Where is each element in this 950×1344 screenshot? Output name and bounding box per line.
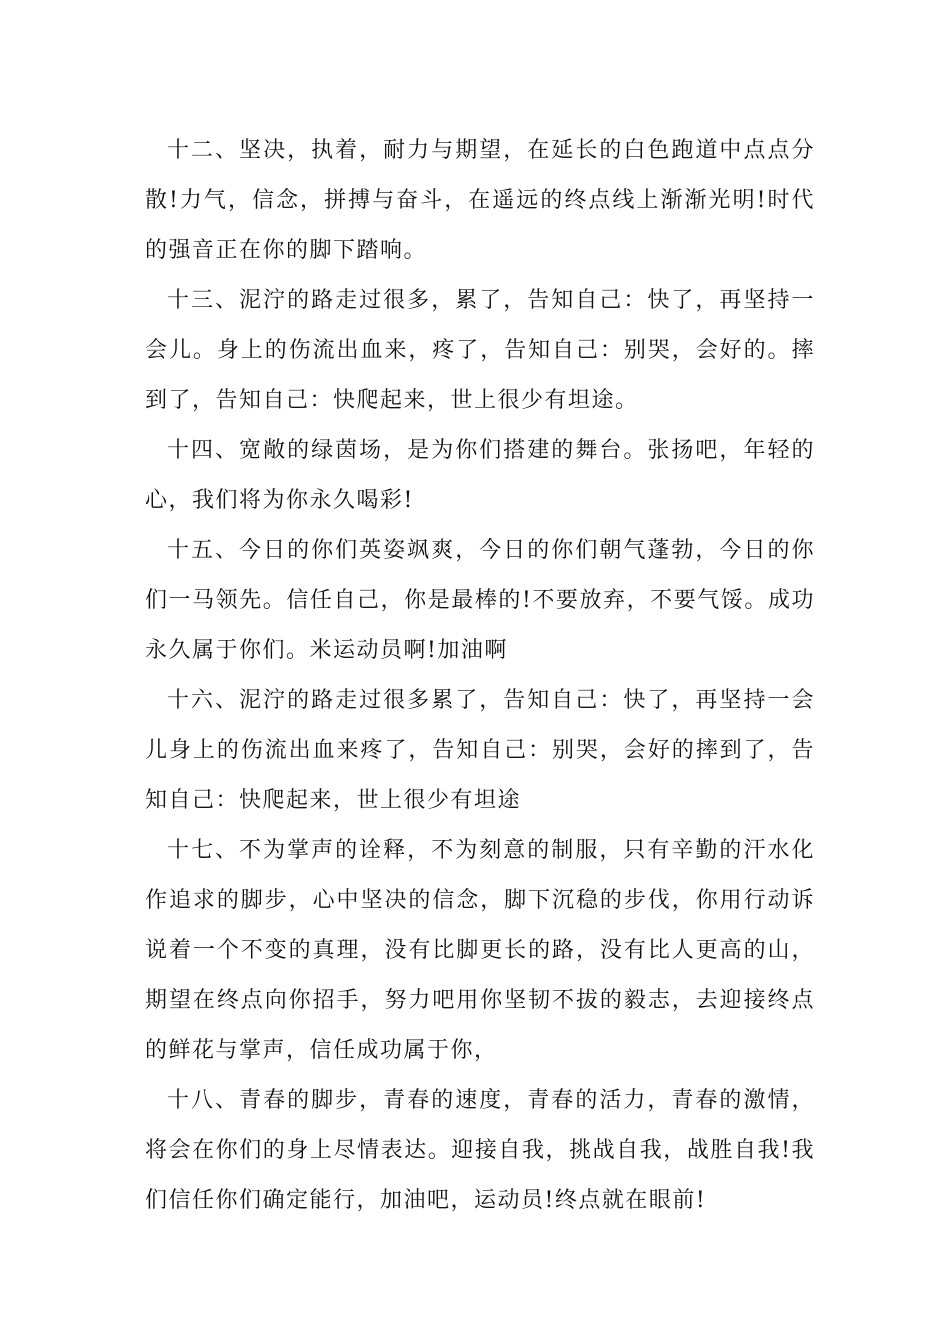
paragraph-15: 十五、今日的你们英姿飒爽，今日的你们朝气蓬勃，今日的你们一马领先。信任自己，你是最棒的!不要放弃，不要气馁。成功永久属于你们。米运动员啊!加油啊 xyxy=(145,538,815,663)
paragraph-18: 十八、青春的脚步，青春的速度，青春的活力，青春的激情，将会在你们的身上尽情表达。迎接自我，挑战自我，战胜自我!我们信任你们确定能行，加油吧，运动员!终点就在眼前! xyxy=(145,1088,815,1213)
paragraph-12: 十二、坚决，执着，耐力与期望，在延长的白色跑道中点点分散!力气，信念，拼搏与奋斗，在遥远的终点线上渐渐光明!时代的强音正在你的脚下踏响。 xyxy=(145,138,815,263)
paragraph-17: 十七、不为掌声的诠释，不为刻意的制服，只有辛勤的汗水化作追求的脚步，心中坚决的信念，脚下沉稳的步伐，你用行动诉说着一个不变的真理，没有比脚更长的路，没有比人更高的山，期望在终点向你招手，努力吧用你坚韧不拔的毅志，去迎接终点的鲜花与掌声，信任成功属于你， xyxy=(145,838,815,1063)
document-body xyxy=(145,126,815,1226)
paragraph-14: 十四、宽敞的绿茵场，是为你们搭建的舞台。张扬吧，年轻的心，我们将为你永久喝彩! xyxy=(145,438,815,513)
paragraph-16: 十六、泥泞的路走过很多累了，告知自己：快了，再坚持一会儿身上的伤流出血来疼了，告知自己：别哭，会好的摔到了，告知自己：快爬起来，世上很少有坦途 xyxy=(145,688,815,813)
paragraph-13: 十三、泥泞的路走过很多，累了，告知自己：快了，再坚持一会儿。身上的伤流出血来，疼了，告知自己：别哭，会好的。摔到了，告知自己：快爬起来，世上很少有坦途。 xyxy=(145,288,815,413)
